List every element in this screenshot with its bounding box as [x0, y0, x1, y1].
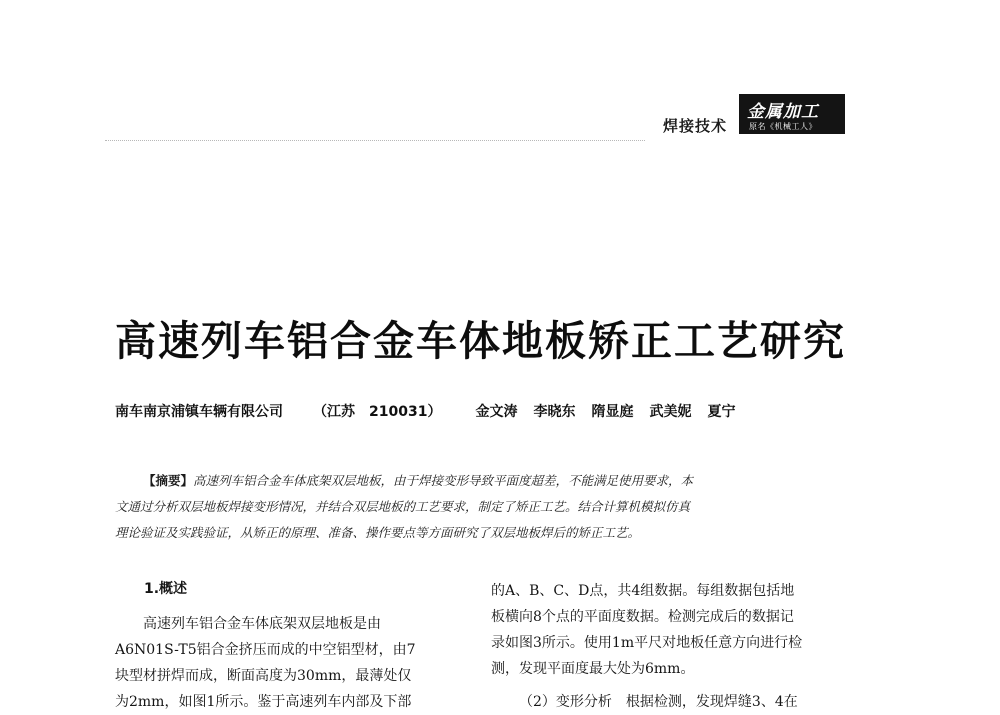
journal-logo — [739, 94, 845, 134]
header-rule — [105, 140, 645, 143]
body-line: 录如图3所示。使用1m平尺对地板任意方向进行检 — [491, 635, 803, 651]
author-name: 武美妮 — [649, 404, 692, 420]
abstract-text: 高速列车铝合金车体底架双层地板，由于焊接变形导致平面度超差，不能满足使用要求，本 — [193, 473, 694, 488]
body-line: 板横向8个点的平面度数据。检测完成后的数据记 — [491, 609, 794, 625]
abstract-line: 文通过分析双层地板焊接变形情况，并结合双层地板的工艺要求，制定了矫正工艺。结合计算机模拟仿真 — [115, 499, 691, 514]
postal-code: （江苏 210031） — [313, 404, 442, 420]
body-line: A6N01S-T5铝合金挤压而成的中空铝型材，由7 — [115, 642, 416, 658]
left-column — [115, 578, 455, 715]
body-line: 高速列车铝合金车体底架双层地板是由 — [143, 616, 381, 632]
abstract-line: 理论验证及实践验证，从矫正的原理、准备、操作要点等方面研究了双层地板焊后的矫正工艺。 — [115, 525, 641, 540]
abstract-label: 【摘要】 — [143, 473, 194, 488]
body-line: 的A、B、C、D点，共4组数据。每组数据包括地 — [491, 583, 795, 599]
body-line: （2）变形分析 根据检测，发现焊缝3、4在 — [519, 694, 798, 710]
author-name: 夏宁 — [707, 404, 736, 420]
article-title: 高速列车铝合金车体地板矫正工艺研究 — [115, 317, 846, 365]
author-name: 金文涛 — [475, 404, 518, 420]
body-line: 为2mm，如图1所示。鉴于高速列车内部及下部 — [115, 694, 412, 710]
body-line: 测，发现平面度最大处为6mm。 — [491, 661, 695, 677]
section-label: 焊接技术 — [663, 117, 728, 135]
right-column — [491, 578, 836, 715]
section-heading: 1.概述 — [144, 581, 188, 597]
author-name: 隋显庭 — [591, 404, 634, 420]
abstract — [115, 468, 835, 546]
affiliation: 南车南京浦镇车辆有限公司 — [115, 404, 283, 420]
author-name: 李晓东 — [533, 404, 576, 420]
journal-logo-title: 金属加工 — [747, 102, 819, 122]
journal-logo-subtitle: 原名《机械工人》 — [749, 122, 817, 131]
authors-line — [115, 401, 735, 421]
abstract-line — [115, 468, 835, 494]
body-line: 块型材拼焊而成，断面高度为30mm，最薄处仅 — [115, 668, 412, 684]
